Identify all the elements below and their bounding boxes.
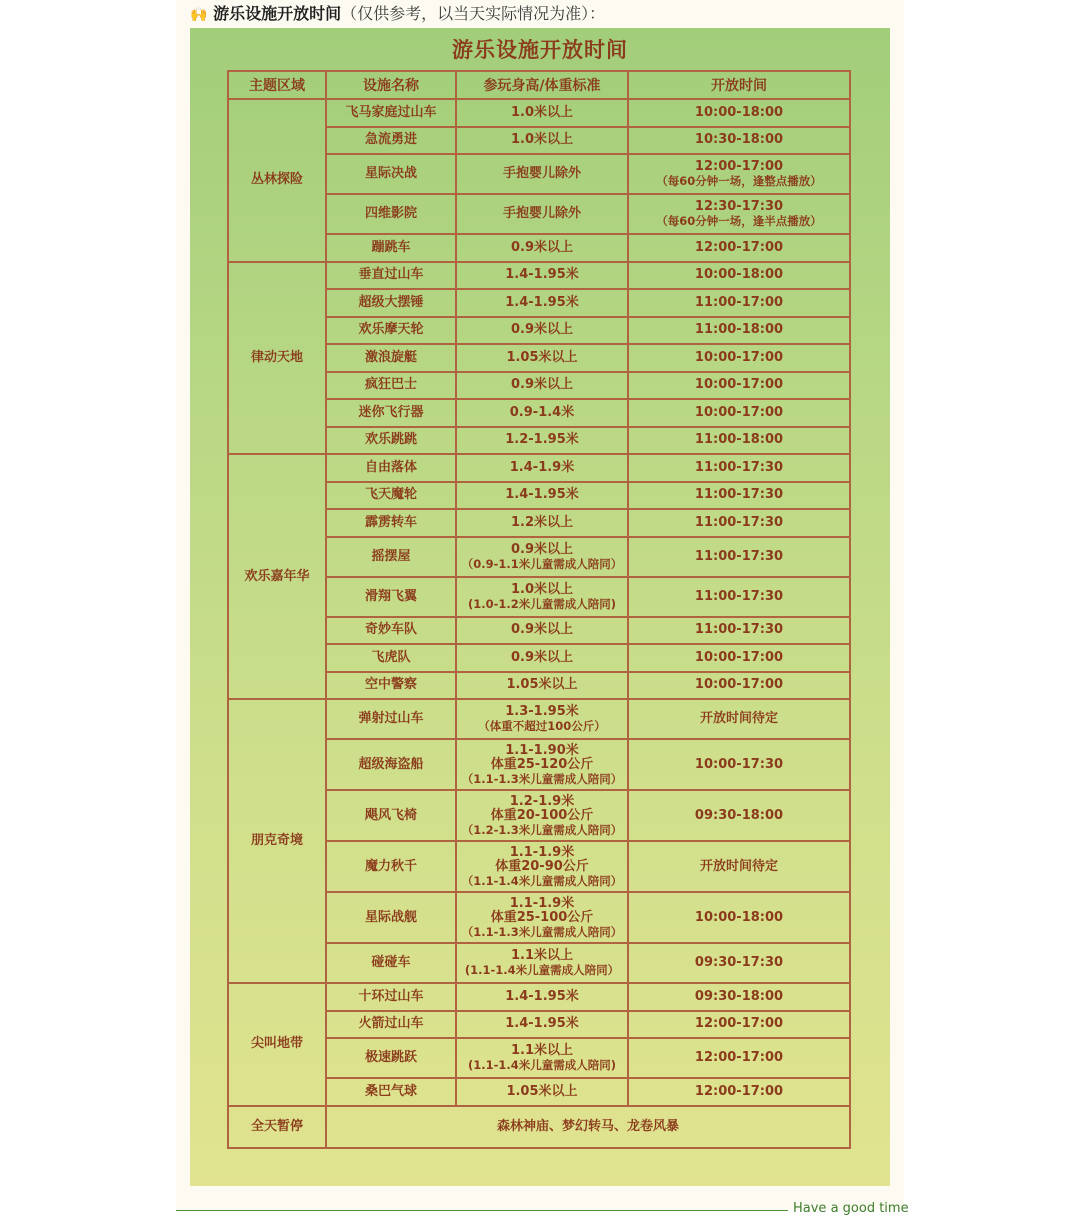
cell-line-secondary: 体重25-100公斤 [490, 909, 594, 925]
facility-name-cell: 欢乐摩天轮 [326, 317, 456, 345]
requirement-cell [456, 427, 628, 455]
hours-cell [628, 892, 850, 943]
requirement-cell [456, 841, 628, 892]
hours-cell [628, 1011, 850, 1039]
cell-line-primary: 1.4-1.9米 [509, 459, 575, 475]
hours-cell [628, 699, 850, 739]
requirement-cell [456, 537, 628, 577]
cell-line-primary: 12:00-17:00 [694, 1016, 784, 1032]
hours-cell [628, 841, 850, 892]
cell-line-primary: 11:00-18:00 [694, 322, 784, 338]
cell-line-primary: 10:30-18:00 [694, 132, 784, 148]
zone-cell: 律动天地 [228, 262, 326, 455]
requirement-cell [456, 699, 628, 739]
cell-line-primary: 1.4-1.95米 [505, 487, 579, 503]
hours-cell [628, 289, 850, 317]
closed-label-cell: 全天暂停 [228, 1106, 326, 1148]
cell-line-primary: 11:00-17:30 [694, 622, 784, 638]
cell-line-primary: 1.3-1.95米 [505, 704, 579, 719]
requirement-cell [456, 983, 628, 1011]
requirement-cell [456, 154, 628, 194]
section-heading-title: 游乐设施开放时间 [213, 4, 342, 23]
cell-line-primary: 11:00-17:30 [694, 548, 784, 564]
table-row [228, 699, 850, 739]
facility-name-cell: 桑巴气球 [326, 1078, 456, 1106]
cell-line-primary: 09:30-17:30 [694, 955, 784, 970]
facility-name-cell: 火箭过山车 [326, 1011, 456, 1039]
facility-name-cell: 急流勇进 [326, 127, 456, 155]
facility-name-cell: 飞马家庭过山车 [326, 99, 456, 127]
cell-line-primary: 0.9-1.4米 [509, 404, 575, 420]
cell-line-primary: 1.2-1.9米 [509, 793, 575, 809]
cell-line-secondary: （1.2-1.3米儿童需成人陪同） [461, 822, 623, 837]
requirement-cell [456, 943, 628, 983]
cell-line-primary: 12:00-17:00 [694, 1083, 784, 1099]
cell-line-primary: 11:00-17:30 [694, 459, 784, 475]
requirement-cell [456, 454, 628, 482]
cell-line-primary: 1.1-1.9米 [509, 895, 575, 911]
requirement-cell [456, 372, 628, 400]
requirement-cell [456, 482, 628, 510]
cell-line-primary: 0.9米以上 [510, 649, 574, 665]
hours-cell [628, 943, 850, 983]
poster-title: 游乐设施开放时间 [452, 38, 628, 62]
cell-line-secondary: (1.1-1.4米儿童需成人陪同） [464, 963, 620, 977]
hours-cell [628, 983, 850, 1011]
closed-row [228, 1106, 850, 1148]
cell-line-secondary: （1.1-1.3米儿童需成人陪同） [461, 924, 623, 939]
facility-name-cell: 滑翔飞翼 [326, 577, 456, 617]
hours-cell [628, 1038, 850, 1078]
facility-name-cell: 空中警察 [326, 672, 456, 700]
zone-cell: 尖叫地带 [228, 983, 326, 1106]
facility-name-cell: 星际决战 [326, 154, 456, 194]
cell-line-primary: 12:00-17:00 [694, 1050, 784, 1065]
cell-line-primary: 10:00-17:00 [694, 349, 784, 365]
section-heading-note: （仅供参考，以当天实际情况为准）： [341, 4, 606, 23]
cell-line-primary: 11:00-17:00 [694, 294, 784, 310]
cell-line-primary: 1.1-1.90米 [505, 742, 579, 758]
hours-cell [628, 427, 850, 455]
requirement-cell [456, 194, 628, 234]
cell-line-primary: 10:00-18:00 [694, 909, 784, 925]
table-row [228, 983, 850, 1011]
requirement-cell [456, 892, 628, 943]
hours-cell [628, 99, 850, 127]
requirement-cell [456, 577, 628, 617]
table-row [228, 262, 850, 290]
requirement-cell [456, 127, 628, 155]
facility-name-cell: 飓风飞椅 [326, 790, 456, 841]
schedule-table [227, 70, 851, 1149]
facility-name-cell: 极速跳跃 [326, 1038, 456, 1078]
requirement-cell [456, 509, 628, 537]
cell-line-primary: 0.9米以上 [510, 622, 574, 638]
cell-line-primary: 12:30-17:30 [694, 199, 784, 214]
footer-text: Have a good time [793, 1201, 909, 1216]
facility-name-cell: 摇摆屋 [326, 537, 456, 577]
facility-name-cell: 弹射过山车 [326, 699, 456, 739]
column-header-requirement: 参玩身高/体重标准 [456, 71, 628, 99]
cell-line-primary: 1.1米以上 [510, 1043, 574, 1058]
requirement-cell [456, 262, 628, 290]
cell-line-secondary: （0.9-1.1米儿童需成人陪同） [461, 556, 623, 571]
facility-name-cell: 碰碰车 [326, 943, 456, 983]
cell-line-primary: 10:00-17:30 [694, 756, 784, 772]
cell-line-primary: 0.9米以上 [510, 322, 574, 338]
cell-line-secondary: (1.1-1.4米儿童需成人陪同) [467, 1058, 617, 1072]
facility-name-cell: 欢乐跳跳 [326, 427, 456, 455]
hours-cell [628, 672, 850, 700]
footer-divider [176, 1210, 788, 1211]
requirement-cell [456, 1038, 628, 1078]
cell-line-secondary: 体重20-90公斤 [495, 858, 589, 874]
cell-line-primary: 10:00-18:00 [694, 267, 784, 283]
cell-line-primary: 10:00-17:00 [694, 677, 784, 693]
requirement-cell [456, 344, 628, 372]
facility-name-cell: 飞天魔轮 [326, 482, 456, 510]
closed-facilities-cell: 森林神庙、梦幻转马、龙卷风暴 [326, 1106, 850, 1148]
cell-line-primary: 1.2-1.95米 [505, 432, 579, 448]
cell-line-primary: 10:00-17:00 [694, 377, 784, 393]
hours-cell [628, 399, 850, 427]
schedule-poster [190, 28, 890, 1186]
raised-hands-icon: 🙌 [190, 7, 208, 23]
table-header-row [228, 71, 850, 99]
hours-cell [628, 577, 850, 617]
table-row [228, 454, 850, 482]
hours-cell [628, 372, 850, 400]
hours-cell [628, 739, 850, 790]
cell-line-primary: 09:30-18:00 [694, 988, 784, 1004]
cell-line-secondary: （每60分钟一场，逢整点播放） [656, 174, 822, 188]
zone-cell: 朋克奇境 [228, 699, 326, 983]
cell-line-primary: 11:00-17:30 [694, 487, 784, 503]
hours-cell [628, 617, 850, 645]
requirement-cell [456, 644, 628, 672]
facility-name-cell: 霹雳转车 [326, 509, 456, 537]
column-header-hours: 开放时间 [628, 71, 850, 99]
facility-name-cell: 星际战舰 [326, 892, 456, 943]
requirement-cell [456, 1078, 628, 1106]
cell-line-primary: 0.9米以上 [510, 541, 574, 557]
cell-line-primary: 1.0米以上 [510, 581, 574, 597]
table-body [228, 99, 850, 1148]
facility-name-cell: 奇妙车队 [326, 617, 456, 645]
hours-cell [628, 537, 850, 577]
cell-line-primary: 0.9米以上 [510, 239, 574, 255]
cell-line-primary: 10:00-17:00 [694, 649, 784, 665]
facility-name-cell: 激浪旋艇 [326, 344, 456, 372]
requirement-cell [456, 1011, 628, 1039]
cell-line-secondary: （体重不超过100公斤） [478, 719, 606, 733]
cell-line-primary: 1.05米以上 [506, 349, 578, 365]
cell-line-primary: 开放时间待定 [699, 711, 778, 726]
requirement-cell [456, 317, 628, 345]
hours-cell [628, 1078, 850, 1106]
cell-line-primary: 1.1-1.9米 [509, 844, 575, 860]
column-header-zone: 主题区域 [228, 71, 326, 99]
cell-line-secondary: （1.1-1.4米儿童需成人陪同） [461, 873, 623, 888]
facility-name-cell: 垂直过山车 [326, 262, 456, 290]
cell-line-primary: 10:00-18:00 [694, 104, 784, 120]
cell-line-primary: 0.9米以上 [510, 377, 574, 393]
cell-line-primary: 1.1米以上 [510, 948, 574, 963]
hours-cell [628, 482, 850, 510]
hours-cell [628, 644, 850, 672]
cell-line-primary: 1.4-1.95米 [505, 1016, 579, 1032]
cell-line-primary: 10:00-17:00 [694, 404, 784, 420]
facility-name-cell: 十环过山车 [326, 983, 456, 1011]
cell-line-primary: 1.05米以上 [506, 1083, 578, 1099]
hours-cell [628, 127, 850, 155]
hours-cell [628, 262, 850, 290]
cell-line-primary: 12:00-17:00 [694, 239, 784, 255]
facility-name-cell: 超级海盗船 [326, 739, 456, 790]
hours-cell [628, 194, 850, 234]
cell-line-primary: 1.4-1.95米 [505, 267, 579, 283]
facility-name-cell: 飞虎队 [326, 644, 456, 672]
hours-cell [628, 790, 850, 841]
requirement-cell [456, 617, 628, 645]
hours-cell [628, 509, 850, 537]
requirement-cell [456, 790, 628, 841]
requirement-cell [456, 399, 628, 427]
facility-name-cell: 四维影院 [326, 194, 456, 234]
hours-cell [628, 154, 850, 194]
cell-line-secondary: （1.1-1.3米儿童需成人陪同） [461, 771, 623, 786]
cell-line-primary: 11:00-17:30 [694, 514, 784, 530]
cell-line-primary: 1.05米以上 [506, 677, 578, 693]
hours-cell [628, 234, 850, 262]
zone-cell: 欢乐嘉年华 [228, 454, 326, 699]
cell-line-primary: 1.0米以上 [510, 132, 574, 148]
cell-line-secondary: 体重25-120公斤 [490, 756, 594, 772]
table-row [228, 99, 850, 127]
hours-cell [628, 454, 850, 482]
facility-name-cell: 超级大摆锤 [326, 289, 456, 317]
facility-name-cell: 自由落体 [326, 454, 456, 482]
facility-name-cell: 魔力秋千 [326, 841, 456, 892]
column-header-facility: 设施名称 [326, 71, 456, 99]
requirement-cell [456, 99, 628, 127]
requirement-cell [456, 289, 628, 317]
cell-line-primary: 12:00-17:00 [694, 159, 784, 174]
cell-line-primary: 09:30-18:00 [694, 807, 784, 823]
cell-line-primary: 手抱婴儿除外 [502, 166, 581, 181]
facility-name-cell: 疯狂巴士 [326, 372, 456, 400]
cell-line-primary: 手抱婴儿除外 [502, 206, 581, 221]
cell-line-primary: 11:00-18:00 [694, 432, 784, 448]
requirement-cell [456, 672, 628, 700]
requirement-cell [456, 739, 628, 790]
hours-cell [628, 344, 850, 372]
hours-cell [628, 317, 850, 345]
requirement-cell [456, 234, 628, 262]
section-heading [190, 2, 890, 26]
cell-line-primary: 1.4-1.95米 [505, 294, 579, 310]
cell-line-primary: 开放时间待定 [699, 858, 778, 874]
cell-line-secondary: （每60分钟一场，逢半点播放） [656, 214, 822, 228]
cell-line-primary: 11:00-17:30 [694, 588, 784, 604]
facility-name-cell: 迷你飞行器 [326, 399, 456, 427]
cell-line-primary: 1.0米以上 [510, 104, 574, 120]
cell-line-primary: 1.2米以上 [510, 514, 574, 530]
cell-line-secondary: (1.0-1.2米儿童需成人陪同) [467, 596, 617, 611]
zone-cell: 丛林探险 [228, 99, 326, 262]
facility-name-cell: 蹦跳车 [326, 234, 456, 262]
cell-line-primary: 1.4-1.95米 [505, 988, 579, 1004]
cell-line-secondary: 体重20-100公斤 [490, 807, 594, 823]
